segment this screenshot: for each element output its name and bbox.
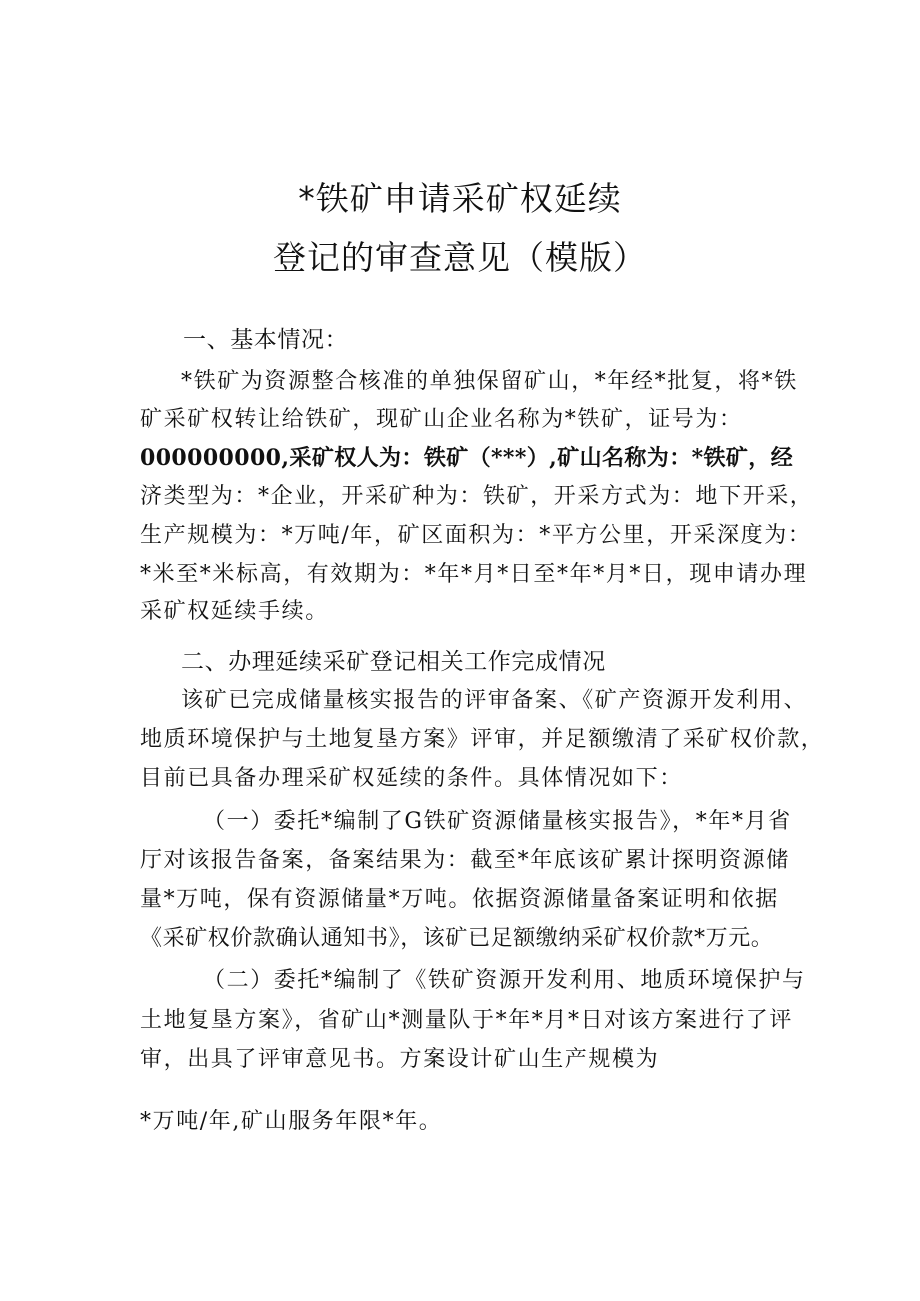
section-2-item-2-line-2: 土地复垦方案》，省矿山*测量队于*年*月*日对该方案进行了评	[140, 1008, 794, 1033]
section-1-line-4: 济类型为：*企业，开采矿种为：铁矿，开采方式为：地下开采，	[140, 484, 814, 509]
section-1-line-5: 生产规模为：*万吨/年，矿区面积为：*平方公里，开采深度为：	[140, 523, 812, 548]
section-2-item-2-line-3: 审，出具了评审意见书。方案设计矿山生产规模为	[140, 1047, 660, 1072]
document-title-line-2: 登记的审查意见（模版）	[273, 238, 647, 277]
section-2-item-1-line-1: （一）委托*编制了G铁矿资源储量核实报告》，*年*月省	[203, 809, 792, 834]
section-2-item-1-line-4: 《采矿权价款确认通知书》，该矿已足额缴纳采矿权价款*万元。	[140, 926, 774, 951]
section-2-item-1-line-3: 量*万吨，保有资源储量*万吨。依据资源储量备案证明和依据	[140, 887, 779, 912]
section-1-line-6: *米至*米标高，有效期为：*年*月*日至*年*月*日，现申请办理	[140, 562, 808, 587]
section-1-heading: 一、基本情况：	[183, 327, 349, 353]
section-2-item-2-line-1: （二）委托*编制了《铁矿资源开发利用、地质环境保护与	[203, 968, 806, 993]
section-2-item-1-line-2: 厅对该报告备案，备案结果为：截至*年底该矿累计探明资源储	[140, 848, 790, 873]
section-1-line-3: 000000000,采矿权人为：铁矿（***）,矿山名称为：*铁矿，经	[140, 445, 794, 471]
section-2-intro-line-1: 该矿已完成储量核实报告的评审备案、《矿产资源开发利用、	[181, 688, 808, 713]
section-1-line-1: *铁矿为资源整合核准的单独保留矿山，*年经*批复，将*铁	[181, 369, 798, 394]
section-2-item-2-line-4: *万吨/年,矿山服务年限*年。	[140, 1109, 443, 1134]
section-2-heading: 二、办理延续采矿登记相关工作完成情况	[181, 649, 606, 675]
section-2-intro-line-3: 目前已具备办理采矿权延续的条件。具体情况如下：	[140, 766, 683, 791]
section-1-line-2: 矿采矿权转让给铁矿，现矿山企业名称为*铁矿，证号为：	[140, 407, 743, 432]
section-1-line-7: 采矿权延续手续。	[140, 599, 329, 624]
document-title-line-1: *铁矿申请采矿权延续	[298, 179, 622, 218]
section-2-intro-line-2: 地质环境保护与土地复垦方案》评审，并足额缴清了采矿权价款，	[140, 727, 825, 752]
